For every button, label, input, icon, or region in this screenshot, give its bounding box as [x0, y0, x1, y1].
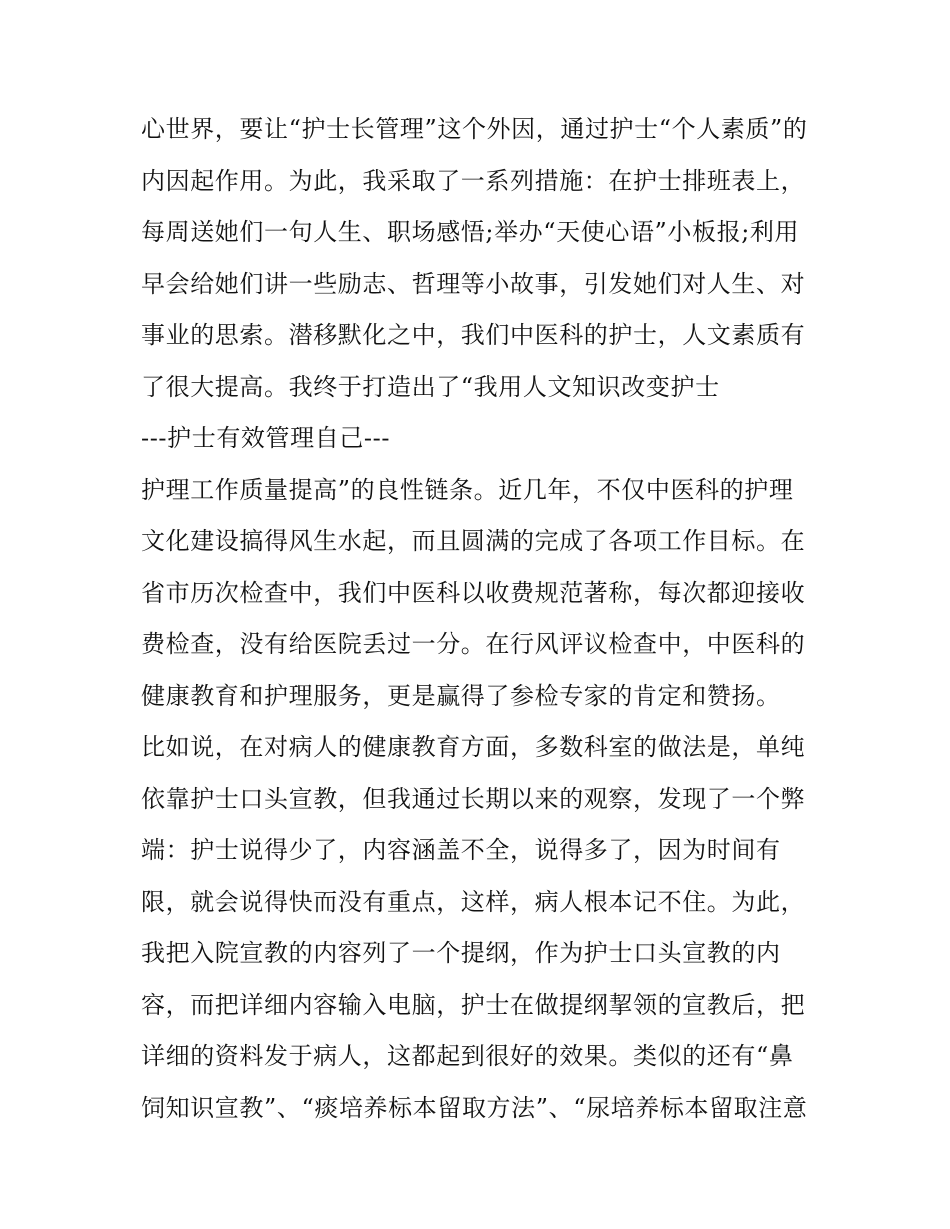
text-line-2: 内因起作用。为此，我采取了一系列措施：在护士排班表上，: [141, 166, 806, 195]
text-line-3: 每周送她们一句人生、职场感悟;举办“天使心语”小板报;利用: [141, 218, 800, 246]
text-line-8: 护理工作质量提高”的良性链条。近几年，不仅中医科的护理: [141, 475, 794, 504]
text-line-12: 健康教育和护理服务，更是赢得了参检专家的肯定和赞扬。: [141, 681, 781, 710]
text-line-1: 心世界，要让“护士长管理”这个外因，通过护士“个人素质”的: [141, 115, 808, 143]
text-line-6: 了很大提高。我终于打造出了“我用人文知识改变护士: [141, 372, 720, 401]
text-line-20: 饲知识宣教”、“痰培养标本留取方法”、“尿培养标本留取注意: [141, 1093, 808, 1122]
text-line-19: 详细的资料发于病人，这都起到很好的效果。类似的还有“鼻: [141, 1042, 794, 1070]
text-line-16: 限，就会说得快而没有重点，这样，病人根本记不住。为此，: [141, 887, 806, 916]
text-line-11: 费检查，没有给医院丢过一分。在行风评议检查中，中医科的: [141, 630, 806, 658]
text-line-5: 事业的思索。潜移默化之中，我们中医科的护士，人文素质有: [141, 321, 806, 349]
text-line-15: 端：护士说得少了，内容涵盖不全，说得多了，因为时间有: [141, 836, 781, 864]
text-line-7: ---护士有效管理自己---: [141, 424, 391, 452]
text-line-18: 容，而把详细内容输入电脑，护士在做提纲挈领的宣教后，把: [141, 990, 806, 1019]
text-line-4: 早会给她们讲一些励志、哲理等小故事，引发她们对人生、对: [141, 269, 806, 298]
text-line-17: 我把入院宣教的内容列了一个提纲，作为护士口头宣教的内: [141, 939, 781, 967]
text-line-13: 比如说，在对病人的健康教育方面，多数科室的做法是，单纯: [141, 733, 806, 761]
text-line-10: 省市历次检查中，我们中医科以收费规范著称，每次都迎接收: [141, 578, 806, 607]
text-line-9: 文化建设搞得风生水起，而且圆满的完成了各项工作目标。在: [141, 527, 806, 555]
body-text: [141, 104, 841, 1134]
text-line-14: 依靠护士口头宣教，但我通过长期以来的观察，发现了一个弊: [141, 784, 806, 813]
